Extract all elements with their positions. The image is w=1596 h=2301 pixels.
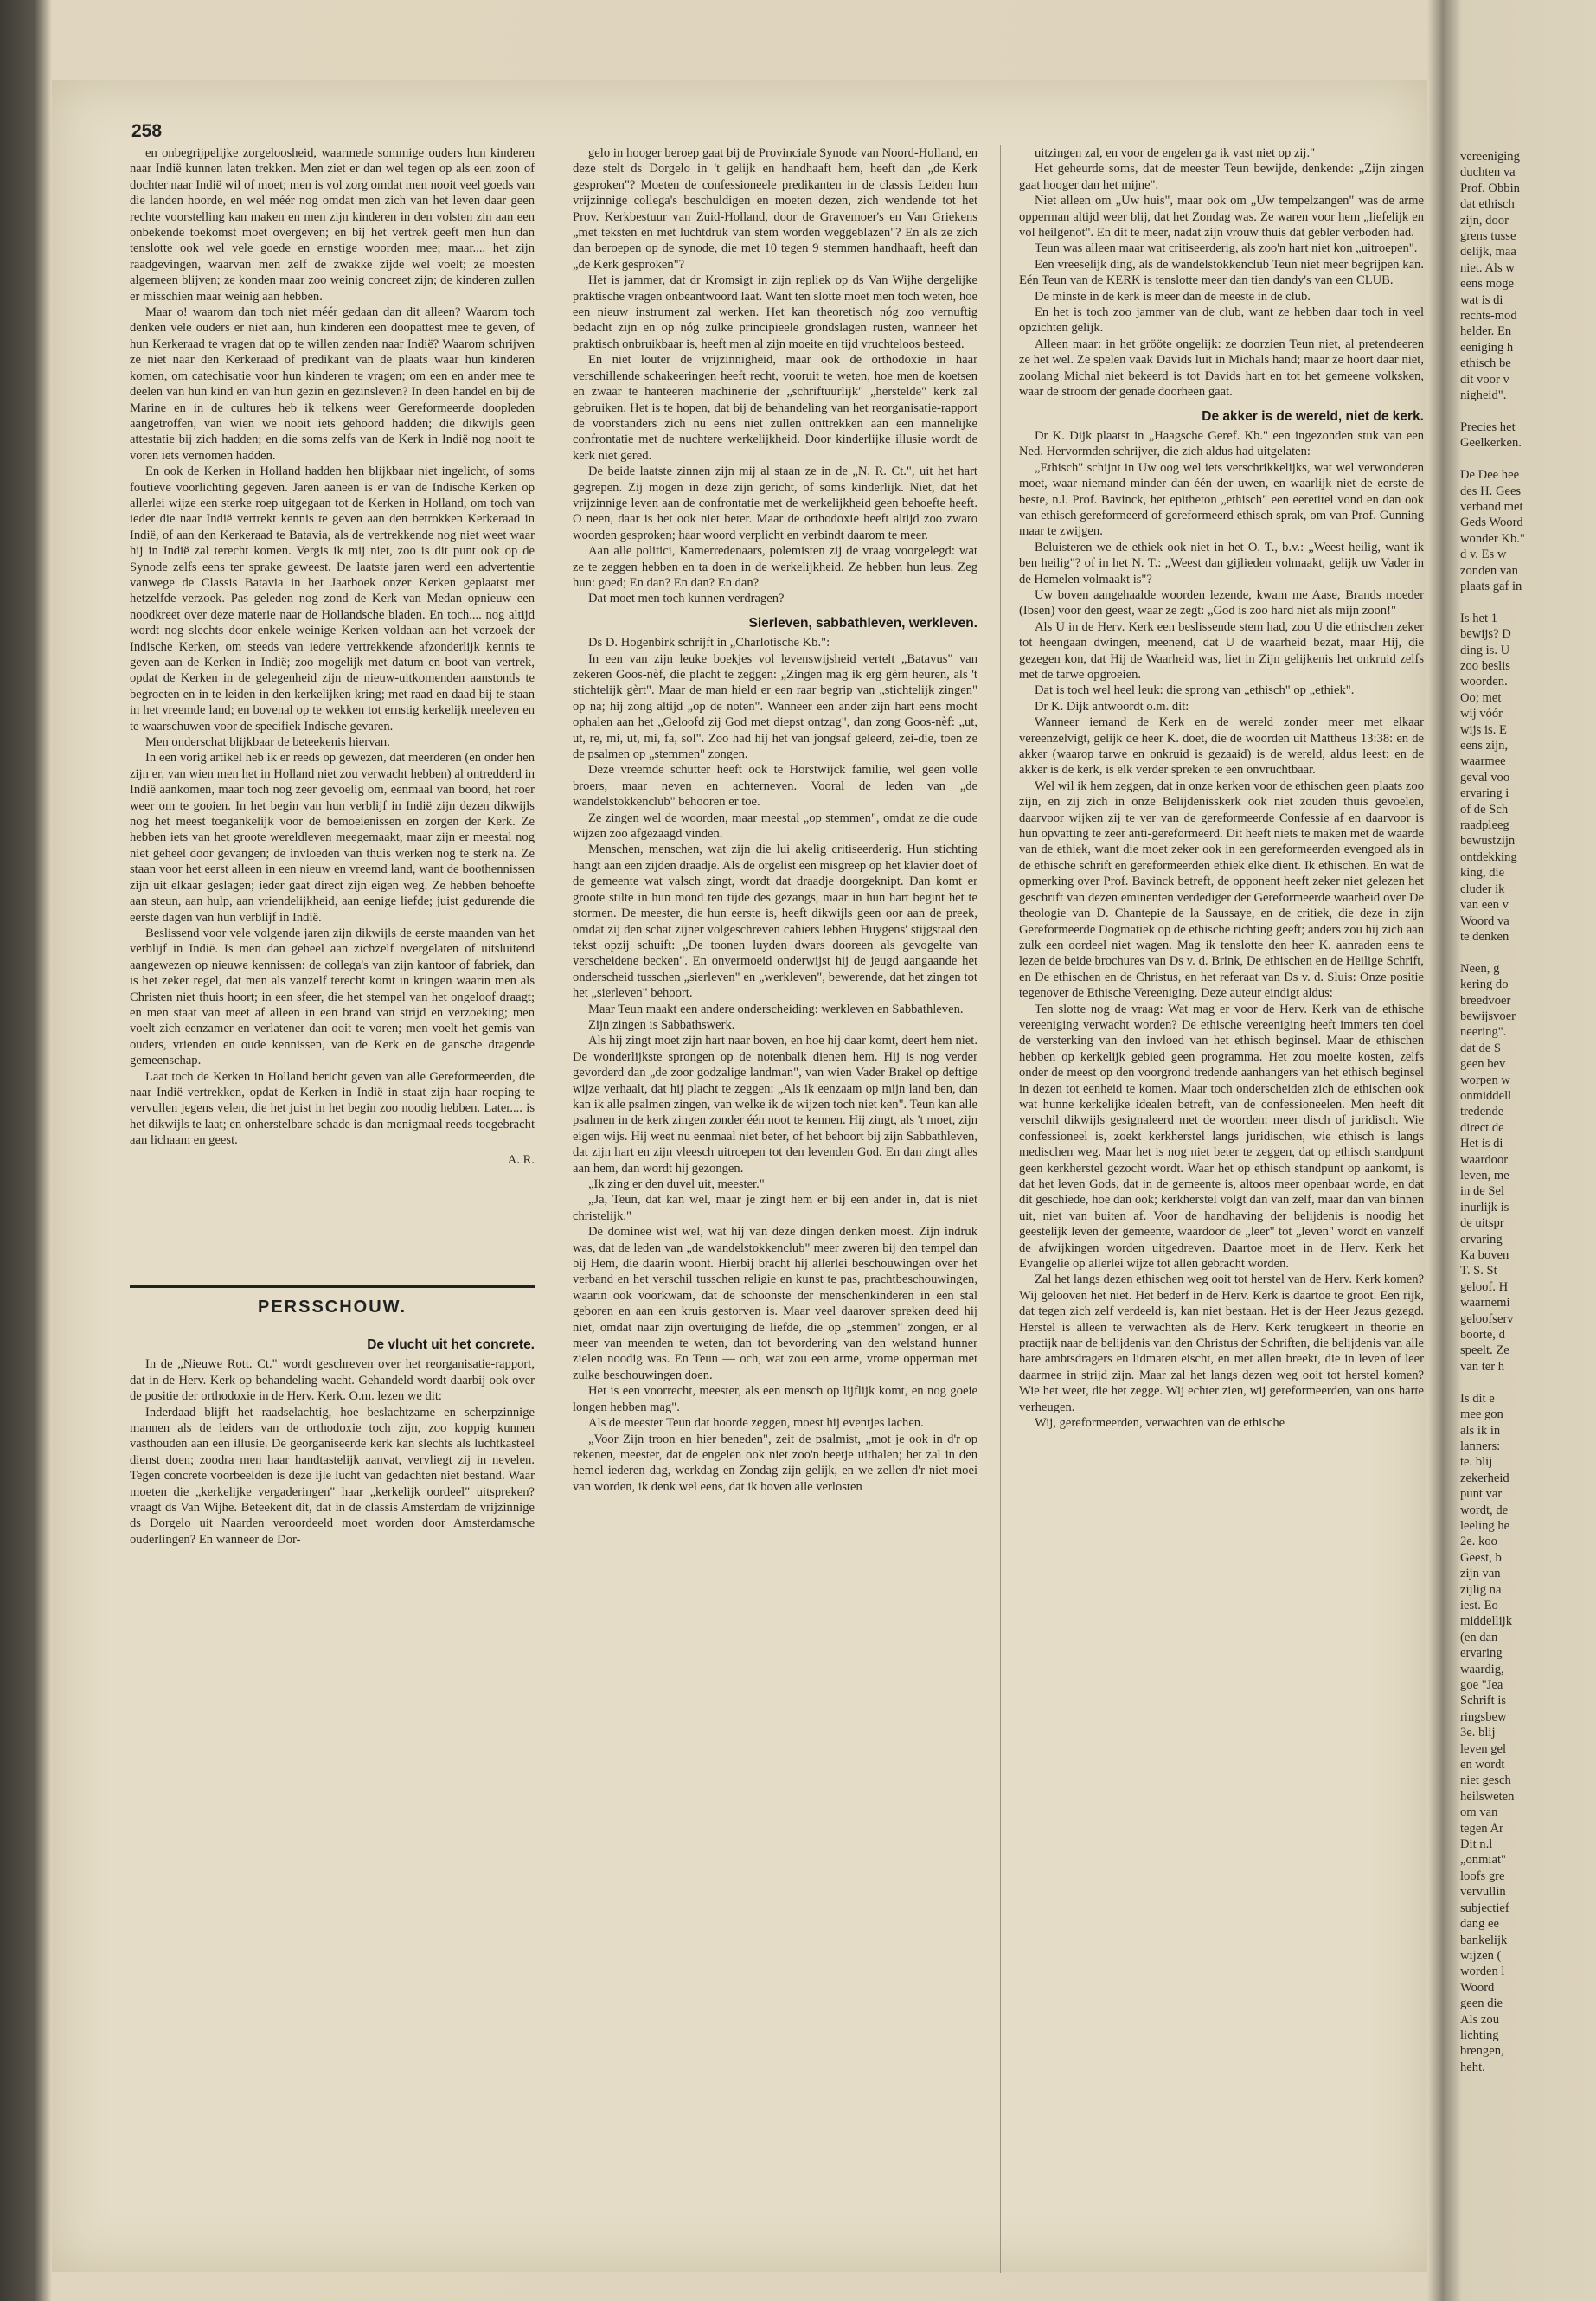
line-fragment: onmiddell — [1460, 1088, 1512, 1103]
paragraph: Ten slotte nog de vraag: Wat mag er voor de Herv. Kerk van de ethische vereeniging verwacht worden? De ethische vereeniging heeft immers ten doel de versterking van den invloed van het ethisch beginsel. Maar de ethischen hebben op kerkelijk gebied geen programma. Het zou moeite kosten, zelfs onder de meest op den voorgrond tredende aanhangers van het ethisch beginsel in dezen tot eenheid te komen. Maar toch onderscheiden zich de ethischen ook wat hunne kerkelijke idealen betreft, van de confessioneelen. Men heeft dit verschil dikwijls gesignaleerd met de woorden: meer disch of juridisch. Wie confessioneel is, zoekt kerkherstel langs juridischen, wie ethisch is langs medischen weg. Maar het is nog niet beter te zeggen, dat op ethisch standpunt geen kerkherstel gezocht wordt. Waar het op ethisch standpunt op aankomt, is dat het leven Gods, dat in de gemeente is, altoos meer openbaar worde, en dat dit geschiede, hoe dan ook; kerkherstel volgt dan van zelf, maar dan van binnen uit, niet van buiten af. Voor de handhaving der belijdenis is noodig het geestelijk leven der gemeente, waardoor de „leer" tot „leven" wordt en vanzelf de afwijkingen worden uitgedreven. Daartoe moet in de Herv. Kerk het Evangelie op allerlei wijze tot allen gebracht worden. — [1019, 1002, 1424, 1272]
paragraph: Dr K. Dijk plaatst in „Haagsche Geref. Kb." een ingezonden stuk van een Ned. Hervormden schrijver, die zich aldus had uitgelaten: — [1019, 428, 1424, 459]
column-divider — [1000, 145, 1001, 2273]
paragraph: Wanneer iemand de Kerk en de wereld zonder meer met elkaar vereenzelvigt, gelijk de heer K. doet, die de woorden uit Mattheus 13:38: en de akker (waarop tarwe en onkruid is gezaaid) is de wereld, aldus leest: en de akker is de kerk, is elk verder spreken te een onvruchtbaar. — [1019, 715, 1424, 778]
line-fragment: nigheid". — [1460, 388, 1507, 403]
line-fragment: inurlijk is — [1460, 1200, 1509, 1215]
line-fragment: Prof. Obbin — [1460, 181, 1520, 195]
line-fragment: worpen w — [1460, 1073, 1510, 1087]
line-fragment: waardoor — [1460, 1152, 1509, 1167]
paragraph: Maar o! waarom dan toch niet méér gedaan dan dit alleen? Waarom toch denken vele ouders er niet aan, hun kinderen een doopattest mee te geven, of hun Kerkeraad te vragen dat op te willen zenden naar Indië? Waarom schrijven ze niet naar den Kerkeraad of predikant van de plaats waar hun kinderen komen, om catechisatie voor hun kinderen te vragen; om een en ander mee te deelen van hun kind en van hun gezin en gezinsleven? In deen handel en bij de Marine en in de cultures heb ik telkens weer Gereformeerde doopleden aangetroffen, van wien we nooit iets gehoord hadden; die dikwijls geen attestatie bij zich hadden; en die soms zelfs van de Kerk in Indië nog nooit te voren iets vernomen hadden. — [130, 305, 535, 463]
line-fragment: rechts-mod — [1460, 309, 1517, 324]
line-fragment: leven, me — [1460, 1169, 1509, 1183]
column-1-persschouw — [130, 1329, 535, 2280]
line-fragment: Oo; met — [1460, 690, 1502, 705]
paragraph: Maar Teun maakt een andere onderscheiding: werkleven en Sabbathleven. — [588, 1002, 964, 1016]
line-fragment: zijn van — [1460, 1567, 1501, 1581]
line-fragment: raadpleeg — [1460, 818, 1509, 833]
paragraph: En het is toch zoo jammer van de club, want ze hebben daar toch in veel opzichten gelijk. — [1019, 305, 1424, 336]
line-fragment: Geelkerken. — [1460, 436, 1522, 451]
paragraph: Als de meester Teun dat hoorde zeggen, moest hij eventjes lachen. — [588, 1416, 924, 1431]
line-fragment: punt var — [1460, 1487, 1503, 1502]
paragraph: Dr K. Dijk antwoordt o.m. dit: — [1035, 699, 1189, 714]
line-fragment: heht. — [1460, 2060, 1485, 2074]
line-fragment — [1460, 404, 1590, 420]
paragraph: en onbegrijpelijke zorgeloosheid, waarmede sommige ouders hun kinderen naar Indië kunnen laten trekken. Men ziet er dan wel tegen op als een zoon of dochter naar Indië wil of moet; men is vol zorg omdat men nooit veel goeds van die landen hoorde, en wel méér nog omdat men zich van het leven daar geen rechte voorstelling kan maken en men zijn kinderen in den volsten zin aan een onbekende toekomst moet overgeven; en bij het vertrek geeft men hun dan tenslotte ook wel vele goede en ernstige woorden mee; maar.... het zijn raadgevingen, waarvan men zelf de zwakke zijde wel voelt; ze moesten algemeen blijven; ze konden maar zoo weinig concreet zijn; de kinderen zullen er misschien maar weinig aan hebben. — [130, 146, 535, 304]
line-fragment: T. S. St — [1460, 1264, 1497, 1279]
line-fragment: of de Sch — [1460, 802, 1509, 817]
line-fragment: delijk, maa — [1460, 245, 1516, 260]
line-fragment: Dit n.l — [1460, 1837, 1493, 1852]
line-fragment: waarmee — [1460, 754, 1506, 769]
line-fragment: vervullin — [1460, 1885, 1506, 1900]
line-fragment: vereeniging — [1460, 150, 1520, 163]
paragraph: Inderdaad blijft het raadselachtig, hoe beslachtzame en scherpzinnige mannen als de leiders van de orthodoxie toch zijn, zoo koppig kunnen vasthouden aan een illusie. De georganiseerde kerk kan slechts als luchtkasteel dienst doen; zoodra men haar handtastelijk aanvat, vervliegt zij in nevelen. Tegen concrete voorbeelden is deze ijle lucht van gedachten niet bestand. Waar moeten die „kerkelijke vergaderingen" haar „kerkelijk oordeel" uitspreken? vraagt ds Van Wijhe. Beteekent dit, dat in de classis Amsterdam de vrijzinnige ds Dorgelo uit Naarden veroordeeld moet worden door Amsterdamsche ouderlingen? En wanneer de Dor- — [130, 1405, 535, 1547]
line-fragment: dit voor v — [1460, 372, 1509, 387]
line-fragment: wij vóór — [1460, 707, 1503, 721]
signature: A. R. — [507, 1152, 535, 1167]
line-fragment: Het is di — [1460, 1137, 1503, 1151]
paragraph: Wij, gereformeerden, verwachten van de ethische — [1035, 1416, 1285, 1431]
paragraph: Dat moet men toch kunnen verdragen? — [588, 592, 785, 606]
line-fragment: grens tusse — [1460, 229, 1516, 244]
line-fragment: bewijs? D — [1460, 627, 1511, 642]
paragraph: Zijn zingen is Sabbathswerk. — [588, 1017, 735, 1032]
paragraph: Een vreeselijk ding, als de wandelstokkenclub Teun niet meer begrijpen kan. Eén Teun van de KERK is tenslotte meer dan tien dandy's van een CLUB. — [1019, 257, 1424, 288]
article-heading: De vlucht uit het concrete. — [367, 1337, 535, 1352]
line-fragment: plaats gaf in — [1460, 579, 1522, 593]
line-fragment: ervaring — [1460, 1232, 1503, 1247]
line-fragment: Geds Woord — [1460, 516, 1523, 530]
line-fragment: verband met — [1460, 499, 1523, 514]
paragraph: „Voor Zijn troon en hier beneden", zeit de psalmist, „mot je ook in d'r op rekenen, meester, dat de engelen ook niet zoo'n beetje uithalen; het zal in den hemel iederen dag, werkdag en Zondag zijn gelijk, en we zellen d'r niet moei van worden, ik denk wel eens, dat ik boven alle verlosten — [573, 1432, 977, 1494]
line-fragment: ervaring i — [1460, 786, 1509, 801]
paragraph: Ze zingen wel de woorden, maar meestal „op stemmen", omdat ze die oude wijzen zoo afgezaagd vinden. — [573, 811, 977, 842]
paragraph: De minste in de kerk is meer dan de meeste in de club. — [1035, 289, 1311, 304]
line-fragment: zoo beslis — [1460, 659, 1510, 673]
line-fragment: Is het 1 — [1460, 611, 1497, 625]
paragraph: uitzingen zal, en voor de engelen ga ik vast niet op zij." — [1035, 146, 1316, 160]
line-fragment: worden l — [1460, 1965, 1505, 1979]
paragraph: In een vorig artikel heb ik er reeds op gewezen, dat meerderen (en onder hen zijn er, van wien men het in Holland niet zou verwacht hebben) al ontredderd in Indië aankomen, maar toch nog zeer gevoelig om, eenmaal van boord, het roer weer om te gooien. In het begin van hun verblijf in Indië zijn dezen dikwijls nog het meest toegankelijk voor de bemoeienissen en zorgen der Kerk. Ze hebben iets van het groote wereldleven meegemaakt, maar zijn er meestal nog niet geheel door gevangen; de invloeden van thuis werken nog te sterk na. Ze staan voor het eerst alleen in een nieuw en vreemd land, want de boothennissen zijn uit elkaar geslagen; ieder gaat direct zijn eigen weg. Ze hebben behoefte aan steun, aan hulp, aan vriendelijkheid, aan eenige liefde; juist gedurende die eerste dagen van hun verblijf in Indië. — [130, 751, 535, 925]
line-fragment: iest. Eo — [1460, 1598, 1498, 1612]
line-fragment: (en dan — [1460, 1630, 1498, 1644]
line-fragment: in de Sel — [1460, 1184, 1505, 1199]
line-fragment: wonder Kb." — [1460, 531, 1525, 546]
line-fragment: zonden van — [1460, 563, 1518, 578]
line-fragment: leeling he — [1460, 1518, 1510, 1533]
paragraph: Het is een voorrecht, meester, als een mensch op lijflijk komt, en nog goeie longen hebben mag". — [573, 1384, 977, 1414]
line-fragment: des H. Gees — [1460, 484, 1522, 498]
line-fragment — [1460, 452, 1590, 467]
section-rule — [130, 1285, 535, 1288]
line-fragment: woorden. — [1460, 675, 1508, 689]
article-heading: Sierleven, sabbathleven, werkleven. — [748, 615, 977, 631]
line-fragment: dat ethisch — [1460, 197, 1515, 212]
line-fragment: heilsweten — [1460, 1789, 1515, 1804]
line-fragment: waardig, — [1460, 1662, 1504, 1676]
paragraph: En ook de Kerken in Holland hadden hen blijkbaar niet ingelicht, of soms foutieve voorlichting gegeven. Jaren aaneen is er van de Indische Kerken op allerlei wijze een sterke roep uitgegaan tot de Kerken in Holland, om toch van ieder die naar Indië vertrekt kennis te geven aan den betrokken Kerkeraad in Indië, of aan den Kerkeraad te Batavia, als de vertrekkende nog niet weet waar hij in Indië zal terecht komen. Vergis ik mij niet, zoo is dit punt ook op de Synode zelfs eens ter sprake geweest. De laatste jaren werd een advertentie vanwege de Classis Batavia in het Jaarboek onzer Kerken geplaatst met hetzelfde verzoek. Pas geleden nog zond de Kerk van Medan opnieuw een noodkreet over deze materie naar de Hollandsche bladen. En toch.... nog altijd wordt nog slechts door enkele weinige Kerken voldaan aan het verzoek der Indische Kerken, om steeds van iedere vertrekkende afzonderlijk kennis te geven aan de Kerken in Indië; zoo mogelijk met datum en boot van vertrek, opdat de Kerken in de gelegenheid zijn de nieuw-uitkomenden aanstonds te begroeten en in te leiden in den kerkelijken kring; met raad en daad bij te staan in het vreemde land; en bovenal op te wekken tot ernstig kerkelijk meeleven en te waarschuwen voor de specifiek Indische gevaren. — [130, 465, 535, 734]
line-fragment: king, die — [1460, 866, 1505, 881]
line-fragment: van een v — [1460, 898, 1509, 913]
line-fragment: dang ee — [1460, 1917, 1499, 1932]
line-fragment: „onmiat" — [1460, 1853, 1506, 1868]
line-fragment: lichting — [1460, 2028, 1499, 2042]
line-fragment: boorte, d — [1460, 1328, 1505, 1343]
paragraph: Zal het langs dezen ethischen weg ooit tot herstel van de Herv. Kerk komen? Wij gelooven het niet. Het bederf in de Herv. Kerk is daartoe te groot. Een rijk, dat tegen zich zelf verdeeld is, kan niet bestaan. Het is der Heer Jezus gezegd. Herstel is alleen te verwachten als de Herv. Kerk terugkeert in theorie en practijk naar de belijdenis van den Christus der Schriften, die belijdenis van alle hare ambtsdragers en lidmaten eischt, en met allen breekt, die in leven of leer daarmee in strijd zijn. Maar zal het langs dezen weg ooit tot herstel komen? Wie het weet, die het zegge. Wij echter zien, wij gereformeerden, van ons harte verheugen. — [1019, 1272, 1424, 1414]
line-fragment: 2e. koo — [1460, 1535, 1497, 1549]
paragraph: De beide laatste zinnen zijn mij al staan ze in de „N. R. Ct.", uit het hart gegrepen. Zij mogen in deze zijn gericht, of soms kinderlijk. Niet, dat het vrijzinnige leven aan de confrontatie met de werkelijkheid geen behoefte heeft. O neen, daar is het ook niet beter. Maar de orthodoxie heeft altijd zoo zwaro woorden gesproken; haar woord verplicht en verbindt daarom te meer. — [573, 465, 977, 542]
paragraph: gelo in hooger beroep gaat bij de Provinciale Synode van Noord-Holland, en deze stelt ds Dorgelo in 't gelijk en handhaaft hem, heeft dan „de Kerk gesproken"? Moeten de confessioneele predikanten in de classis Leiden hun vrijzinnige collega's beschuldigen en moeten dezen, zich wendende tot het Prov. Kerkbestuur van Zuid-Holland, door de Gravemoer's en Van Griekens „met teksten en met luchtdruk van stem worden weggeblazen"? En als ze zich dan beroepen op de synode, die met 10 tegen 9 stemmen handhaaft, heeft dan „de Kerk gesproken"? — [573, 146, 977, 272]
line-fragment: niet. Als w — [1460, 260, 1515, 275]
line-fragment: bankelijk — [1460, 1932, 1508, 1947]
article-heading: De akker is de wereld, niet de kerk. — [1202, 408, 1424, 424]
line-fragment: cluder ik — [1460, 881, 1505, 896]
line-fragment: ervaring — [1460, 1646, 1503, 1661]
line-fragment: eens moge — [1460, 277, 1515, 292]
line-fragment: Als zou — [1460, 2012, 1499, 2027]
line-fragment: kering do — [1460, 977, 1509, 992]
line-fragment: speelt. Ze — [1460, 1343, 1509, 1358]
line-fragment: middellijk — [1460, 1614, 1512, 1629]
line-fragment: de uitspr — [1460, 1216, 1504, 1231]
line-fragment: ding is. U — [1460, 643, 1510, 657]
line-fragment: Woord — [1460, 1980, 1495, 1995]
line-fragment: ontdekking — [1460, 849, 1517, 864]
paragraph: In de „Nieuwe Rott. Ct." wordt geschreven over het reorganisatie-rapport, dat in de Herv. Kerk op behandeling wacht. Gehandeld wordt daarbij ook over de positie der orthodoxie in de Herv. Kerk. O.m. lezen we dit: — [130, 1357, 535, 1404]
line-fragment: Is dit e — [1460, 1391, 1495, 1406]
line-fragment: om van — [1460, 1805, 1498, 1820]
line-fragment: als ik in — [1460, 1423, 1501, 1438]
line-fragment: eens zijn, — [1460, 739, 1509, 753]
paragraph: En niet louter de vrijzinnigheid, maar ook de orthodoxie in haar verschillende schakeeringen heeft recht, vooruit te weten, hoe men de koetsen en zwaar te hanteeren machinerie der „schriftuurlijk" „herstelde" kerk zal gebruiken. Het is te hopen, dat bij de behandeling van het reorganisatie-rapport de voorstanders zich nu eens niet zullen onttrekken aan een mannelijke confrontatie met de nuchtere werkelijkheid. Door kinderlijke illusie wordt de kerk niet gered. — [573, 353, 977, 463]
line-fragment: neering". — [1460, 1025, 1507, 1040]
section-title: PERSSCHOUW. — [257, 1298, 407, 1317]
line-fragment: waarnemi — [1460, 1296, 1510, 1311]
line-fragment: goe "Jea — [1460, 1678, 1503, 1692]
paragraph: Het geheurde soms, dat de meester Teun bewijde, denkende: „Zijn zingen gaat hooger dan het mijne". — [1019, 162, 1424, 192]
line-fragment: ethisch be — [1460, 356, 1511, 371]
line-fragment: wijs is. E — [1460, 722, 1507, 737]
line-fragment: niet gesch — [1460, 1773, 1511, 1788]
line-fragment: ringsbew — [1460, 1709, 1507, 1724]
paragraph: Beluisteren we de ethiek ook niet in het O. T., b.v.: „Weest heilig, want ik ben heilig"? of in het N. T.: „Weest dan gijlieden volmaakt, gelijk uw Vader in de Hemelen volmaakt is"? — [1019, 540, 1424, 586]
paragraph: Uw boven aangehaalde woorden lezende, kwam me Aase, Brands moeder (Ibsen) voor den geest, waar ze zegt: „God is zoo hard niet als mijn zoon!" — [1019, 587, 1424, 619]
paragraph: „Ethisch" schijnt in Uw oog wel iets verschrikkelijks, wat wel verwonderen moet, waar niemand minder dan één der uwen, en waarlijk niet de eerste de beste, n.l. Prof. Bavinck, het epitheton „ethisch" een eeretitel vond en dan ook van ethisch gereformeerd of gereformeerd ethisch sprak, om van Prof. Gunning maar te zwijgen. — [1019, 460, 1424, 539]
column-1 — [130, 145, 535, 1253]
paragraph: Aan alle politici, Kamerredenaars, polemisten zij de vraag voorgelegd: wat ze te zeggen hebben en ta doen in de werkelijkheid. Ze hebben hun leus. Zeg hun: goed; En dan? En dan? En dan? — [573, 544, 977, 590]
line-fragment: Neen, g — [1460, 961, 1500, 976]
paragraph: In een van zijn leuke boekjes vol levenswijsheid vertelt „Batavus" van zekeren Goos-nèf, die placht te zeggen: „Zingen mag ik erg gèrn heuren, als 't stichtelijk gèrt". Maar de man hield er een raar begrip van „stichtelijk zingen" op na; hij zong altijd „op de noten". Wanneer een ander zijn hart eens mocht ophalen aan het „Geloofd zij God met diepst ontzag", dan zong Goos-nèf: „ut, ut, re, mi, ut, mi, fa, sol". Zoo had hij het van jongsaf geleerd, zei-die, toen ze de psalmen op „stemmen" zongen. — [573, 651, 977, 762]
page-number: 258 — [131, 121, 163, 141]
line-fragment: te. blij — [1460, 1455, 1493, 1470]
line-fragment: 3e. blij — [1460, 1726, 1496, 1740]
line-fragment: lanners: — [1460, 1439, 1501, 1453]
paragraph: De dominee wist wel, wat hij van deze dingen denken moest. Zijn indruk was, dat de leden van „de wandelstokkenclub" meer zweren bij den tempel dan bij Hem, die daarin woont. Hierbij bracht hij allerlei beschouwingen over het verband en het verschil tusschen religie en kunst te pas, prachtbeschouwingen, waarin ook voorkwam, dat de schoonste der menschenkinderen in een stal geboren en aan een kruis gestorven is. Maar veel daarover spreken deed hij niet, omdat naar zijn overtuiging de liefde, die op „stemmen" zongen, er al meer van meenden te weten, dan tot bevordering van den welstand hunner zielen noodig was. En Teun — och, wat zou een arme, vrome opperman met zulke beschouwingen doen. — [573, 1225, 977, 1382]
paragraph: Ds D. Hogenbirk schrijft in „Charlotische Kb.": — [588, 636, 830, 651]
paragraph: Het is jammer, dat dr Kromsigt in zijn repliek op ds Van Wijhe dergelijke praktische vragen onbeantwoord laat. Want ten slotte moet men toch weten, hoe een nieuw instrument zal werken. Het kan theoretisch nóg zoo vernuftig bedacht zijn en op nóg zulke principieele grondslagen rusten, wanneer het praktisch onbruikbaar is, heeft men al zijn moeite en tijd vruchteloos besteed. — [573, 273, 977, 351]
line-fragment — [1460, 594, 1590, 610]
line-fragment: zijn, door — [1460, 213, 1509, 228]
line-fragment: eeniging h — [1460, 340, 1514, 355]
paragraph: „Ja, Teun, dat kan wel, maar je zingt hem er bij een ander in, dat is niet christelijk." — [573, 1193, 977, 1223]
line-fragment: geloof. H — [1460, 1279, 1509, 1294]
line-fragment: wat is di — [1460, 292, 1503, 307]
line-fragment — [1460, 945, 1590, 960]
line-fragment: mee gon — [1460, 1407, 1503, 1422]
line-fragment: tegen Ar — [1460, 1821, 1503, 1836]
line-fragment: van ter h — [1460, 1359, 1505, 1374]
line-fragment: d v. Es w — [1460, 548, 1507, 562]
line-fragment: dat de S — [1460, 1041, 1502, 1055]
paragraph: Men onderschat blijkbaar de beteekenis hiervan. — [145, 735, 390, 750]
paragraph: Deze vreemde schutter heeft ook te Horstwijck familie, wel geen volle broers, maar neven en achterneven. Vooral de leden van „de wandelstokkenclub" behooren er toe. — [573, 763, 977, 810]
paragraph: Teun was alleen maar wat critiseerderig, als zoo'n hart niet kon „uitroepen". — [1035, 241, 1418, 256]
line-fragment: zekerheid — [1460, 1471, 1509, 1485]
line-fragment: zijlig na — [1460, 1582, 1502, 1597]
paragraph: Laat toch de Kerken in Holland bericht geven van alle Gereformeerden, die naar Indië vertrekken, opdat de Kerken in Indië in staat zijn haar roeping te vervullen jegens velen, die het juist in het begin zoo noodig hebben. Later.... is het dikwijls te laat; en onherstelbare schade is dan menigmaal reeds toegebracht aan lichaam en geest. — [130, 1069, 535, 1148]
paragraph: Dat is toch wel heel leuk: die sprong van „ethisch" op „ethiek". — [1035, 683, 1355, 698]
line-fragment: bewustzijn — [1460, 834, 1516, 849]
line-fragment: geloofserv — [1460, 1311, 1514, 1326]
column-2 — [573, 145, 977, 2280]
paragraph: Als hij zingt moet zijn hart naar boven, en hoe hij daar komt, deert hem niet. De wonderlijkste sprongen op de notenbalk dienen hem. Hij is nog verder gevorderd dan „de zoor godzalige landman", van wien Vader Brakel op deftige wijze verhaalt, dat hij placht te zeggen: „Als ik eenzaam op mijn land ben, dan kan ik alle psalmen zingen, van welke ik de wijzen toch niet ken". Teun kan alle psalmen in de kerk zingen zonder één noot te kennen. Hij zingt, als 't moet, zijn eigen wijs. Hij weet nu eenmaal niet beter, of het behoort bij zijn Sabbathleven, dat zijn hart en zijn vleesch uitroepen tot den levenden God. En dan zingt alles aan hem, dan wordt hij gezongen. — [573, 1034, 977, 1176]
line-fragment: leven gel — [1460, 1741, 1507, 1756]
line-fragment: subjectief — [1460, 1900, 1509, 1915]
line-fragment: brengen, — [1460, 2044, 1504, 2059]
line-fragment: direct de — [1460, 1120, 1504, 1135]
column-4-next-page — [1460, 149, 1590, 2268]
line-fragment: Ka boven — [1460, 1248, 1509, 1263]
line-fragment: helder. En — [1460, 324, 1512, 339]
line-fragment: Woord va — [1460, 913, 1509, 928]
line-fragment: De Dee hee — [1460, 468, 1520, 483]
line-fragment: tredende — [1460, 1105, 1504, 1119]
line-fragment — [1460, 1375, 1590, 1390]
paragraph: Alleen maar: in het grööte ongelijk: ze doorzien Teun niet, al pretendeeren ze het wel. Ze spelen vaak Davids luit in Michals hand; maar ze hoort daar niet, zoolang Michal niet bekeerd is tot Davids hart en tot het gemeene volksken, waar de stroom der genade doorheen gaat. — [1019, 336, 1424, 400]
line-fragment: breedvoer — [1460, 993, 1511, 1008]
line-fragment: geval voo — [1460, 770, 1510, 785]
paragraph: Als U in de Herv. Kerk een beslissende stem had, zou U die ethischen zeker tot heengaan dwingen, meenend, dat U de waarheid bezat, maar Hij, die gezegen kon, dat Hij de Waarheid was, liet in Zijn gelijkenis het onkruid zelfs met de tarwe opgroeien. — [1019, 619, 1424, 682]
paragraph: Menschen, menschen, wat zijn die lui akelig critiseerderig. Hun stichting hangt aan een zijden draadje. Als de orgelist een misgreep op het klavier doet of de gemeente wat valsch zingt, wordt dat draadje doorgeknipt. Dan komt er groote stilte in hun mond ten tijde des gezangs, maar in hun hart begint het te stormen. De meester, die hun eerste is, heeft dikwijls geen oor aan de preek, omdat zij den schat zijner volgeschreven cahiers lebben Huygens' stijgstaal den tekst opzij schuift: „De toonen luyden dwars dooreen als gevogelte van verscheidene becken". En onvermoeid onderwijst hij de jeugd aangaande het onderscheid tusschen „sierleven" en „werkleven", bewerende, dat het zingen tot het „sierleven" behoort. — [573, 843, 977, 1001]
column-3 — [1019, 145, 1424, 2280]
line-fragment: Geest, b — [1460, 1550, 1502, 1565]
line-fragment: wijzen ( — [1460, 1948, 1502, 1963]
line-fragment: te denken — [1460, 929, 1509, 944]
line-fragment: duchten va — [1460, 165, 1516, 180]
line-fragment: loofs gre — [1460, 1868, 1505, 1883]
line-fragment: geen bev — [1460, 1057, 1506, 1072]
line-fragment: wordt, de — [1460, 1503, 1509, 1517]
line-fragment: bewijsvoer — [1460, 1009, 1516, 1023]
line-fragment: en wordt — [1460, 1758, 1505, 1772]
paragraph: Niet alleen om „Uw huis", maar ook om „Uw tempelzangen" was de arme opperman altijd weer blij, dat het Zondag was. Ze waren voor hem „liefelijk en vol heilgenot". En dit te meer, nadat zijn vrouw thuis dat gebler verboden had. — [1019, 194, 1424, 240]
line-fragment: Schrift is — [1460, 1694, 1507, 1708]
line-fragment: geen die — [1460, 1997, 1503, 2011]
paragraph: Wel wil ik hem zeggen, dat in onze kerken voor de ethischen geen plaats zoo zijn, en zij zich in onze Belijdenisskerk ook niet zouden thuis gevoelen, daarvoor wijken zij te ver van de gereformeerde Confessie af en daarvoor is hun opvatting te zeer anti-gereformeerd. Dit heeft niets te maken met de waarde van de ethiek, want die moet zeker ook in een gereformeerden evengoed als in de ethische schrift en gereformeerden ethiek elke dient. Ik ethischen. En wat de opmerking over Prof. Bavinck betreft, de opponent heeft zeker niet gelezen het geschrift van dezen eminenten verdediger der Gereformeerde waarheid over De theologie van D. Chantepie de la Saussaye, en de critiek, die deze in zijn Gereformeerde Dogmatiek op de ethische richting geeft; anders zou hij zich aan zulk een oordeel niet wagen. Mag ik tenslotte den heer K. aanraden eens te lezen de beide brochures van Ds v. d. Brink, De ethischen en de Heilige Schrift, en De ethischen en de Christus, en het referaat van Ds v. d. Sluis: Onze positie tegenover de Ethische Vereeniging. Deze auteur eindigt aldus: — [1019, 779, 1424, 1001]
line-fragment: Precies het — [1460, 420, 1516, 434]
paragraph: „Ik zing er den duvel uit, meester." — [588, 1177, 765, 1191]
paragraph: Beslissend voor vele volgende jaren zijn dikwijls de eerste maanden van het verblijf in Indië. Is men dan geheel aan zichzelf overgelaten of uitsluitend aangewezen op nieuwe kennissen: de collega's van zijn kantoor of fabriek, dan is het zeker regel, dat men als vanzelf terecht komt in kringen waarin men als Christen niet thuis hoort; in een sfeer, die het stempel van het ongeloof draagt; en men staat van meet af alleen in een brand van strijd en verzoeking; men voelt zich eenzamer en verlatener dan ooit te voren; men voelt het gemis van ouders, vrienden en oude kennissen, van de Kerk en de gansche dragende gemeenschap. — [130, 926, 535, 1068]
